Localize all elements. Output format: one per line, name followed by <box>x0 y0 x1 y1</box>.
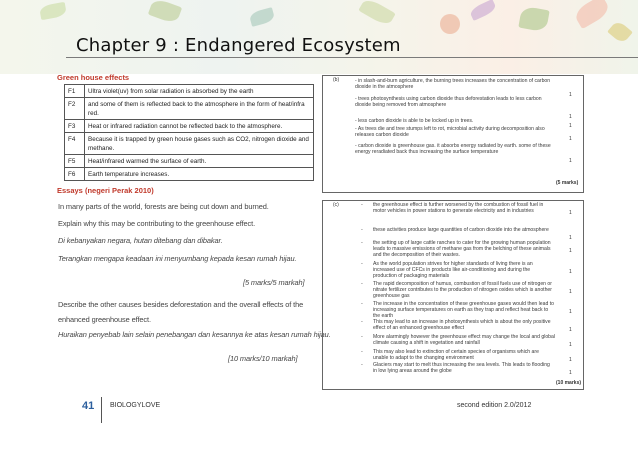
effect-code: F3 <box>65 120 85 133</box>
effect-code: F1 <box>65 85 85 98</box>
answer-b-mark: 1 <box>569 123 572 129</box>
answer-c-dash: - <box>361 281 363 287</box>
question-a-marks: [5 marks/5 markah] <box>243 278 305 287</box>
answer-c-point: these activities produce large quantities of carbon dioxide into the atmosphere <box>373 227 549 233</box>
effects-table <box>64 84 314 181</box>
answer-b-point: - trees photosynthesis using carbon dioxide thus deforestation leads to less carbon dioxide being removed from atmosphere <box>355 96 542 109</box>
leaf-decoration <box>39 2 67 20</box>
answer-b-point: - As trees die and tree stumps left to rot, microbial activity during decomposition also releases carbon dioxide <box>355 126 545 139</box>
title-divider <box>66 57 638 58</box>
answer-c-total: (10 marks) <box>556 380 582 386</box>
answer-c-dash: - <box>361 301 363 307</box>
leaf-decoration <box>148 0 182 25</box>
effect-code: F4 <box>65 133 85 155</box>
leaf-decoration <box>518 6 549 33</box>
answer-b-mark: 1 <box>569 92 572 98</box>
question-b-line3: Huraikan penyebab lain selain penebangan dan kesannya ke atas kesan rumah hijau. <box>58 330 331 339</box>
effects-row <box>65 168 314 181</box>
answer-c-mark: 1 <box>569 248 572 254</box>
answer-b-point: - in slash-and-burn agriculture, the burning trees increases the concentration of carbon dioxide in the atmosphere <box>355 78 551 91</box>
effects-row <box>65 133 314 155</box>
answer-c-point: As the world population strives for higher standards of living there is an increased use of CFCs in products like air-conditioning and during the production of packaging materials <box>373 261 533 280</box>
question-a-line2: Explain why this may be contributing to the greenhouse effect. <box>58 219 256 228</box>
answer-c-mark: 1 <box>569 357 572 363</box>
leaf-decoration <box>469 0 498 21</box>
answer-c-dash: - <box>361 227 363 233</box>
green-house-label: Green house effects <box>57 73 130 82</box>
answer-c-dash: - <box>361 362 363 368</box>
answer-b-point: - less carbon dioxide is able to be locked up in trees. <box>355 118 474 124</box>
effects-row <box>65 155 314 168</box>
chapter-title: Chapter 9 : Endangered Ecosystem <box>76 35 401 56</box>
answer-c-point: This may lead to an increase in photosynthesis which is about the only positive effect of an enhanced greenhouse effect <box>373 319 551 332</box>
leaf-decoration <box>572 0 611 29</box>
question-a-line3: Di kebanyakan negara, hutan ditebang dan dibakar. <box>58 236 223 245</box>
leaf-decoration <box>607 19 633 44</box>
answer-c-point: the setting up of large cattle ranches to cater for the growing human population leads to massive emissions of methane gas from the belching of these animals and the decomposition of their wastes. <box>373 240 551 259</box>
leaf-decoration <box>358 0 395 27</box>
question-b-marks: [10 marks/10 markah] <box>228 354 298 363</box>
answer-c-dash: - <box>361 240 363 246</box>
effect-code: F2 <box>65 98 85 120</box>
leaf-decoration <box>249 7 276 27</box>
effect-text: Heat or infrared radiation cannot be reflected back to the atmosphere. <box>85 120 314 133</box>
effects-row <box>65 98 314 120</box>
answer-c-mark: 1 <box>569 309 572 315</box>
answer-c-point: More alarmingly however the greenhouse effect may change the local and global climate causing a shift in vegetation and rainfall <box>373 334 555 347</box>
effect-text: and some of them is reflected back to the atmosphere in the form of heat/infra red. <box>85 98 314 120</box>
answer-c-mark: 1 <box>569 327 572 333</box>
effects-row <box>65 85 314 98</box>
footer-edition: second edition 2.0/2012 <box>457 402 532 409</box>
effect-text: Earth temperature increases. <box>85 168 314 181</box>
leaf-decoration <box>440 14 460 34</box>
answer-b-mark: 1 <box>569 158 572 164</box>
question-b-line1: Describe the other causes besides deforestation and the overall effects of the <box>58 300 304 309</box>
effect-text: Heat/infrared warmed the surface of earth. <box>85 155 314 168</box>
answer-c-dash: - <box>361 349 363 355</box>
answer-b-mark: 1 <box>569 114 572 120</box>
effect-code: F6 <box>65 168 85 181</box>
answer-c-mark: 1 <box>569 342 572 348</box>
answer-c-point: The increase in the concentration of these greenhouse gases would then lead to increasing surface temperatures on earth as they trap and reflect heat back to the earth <box>373 301 554 319</box>
answer-c-dash: - <box>361 202 363 208</box>
answer-b-label: (b) <box>333 77 340 83</box>
answer-c-mark: 1 <box>569 289 572 295</box>
footer-divider <box>101 397 102 423</box>
answer-c-point: Glaciers may start to melt thus increasing the sea levels. This leads to flooding in low lying areas around the globe <box>373 362 550 375</box>
answer-b-mark: 1 <box>569 136 572 142</box>
answer-c-label: (c) <box>333 202 339 208</box>
answer-c-mark: 1 <box>569 370 572 376</box>
answer-b-total: (5 marks) <box>556 180 579 186</box>
effects-row <box>65 120 314 133</box>
effect-code: F5 <box>65 155 85 168</box>
effect-text: Because it is trapped by green house gases such as CO2, nitrogen dioxide and methane. <box>85 133 314 155</box>
answer-c-point: This may also lead to extinction of certain species of organisms which are unable to adapt to the changing environment <box>373 349 539 362</box>
answer-c-point: the greenhouse effect is further worsened by the combustion of fossil fuel in motor vehicles in power stations to generate electricity and in industries <box>373 202 544 215</box>
footer-brand: BIOLOGYLOVE <box>110 402 161 409</box>
question-b-line2: enhanced greenhouse effect. <box>58 315 151 324</box>
answer-c-dash: - <box>361 334 363 340</box>
answer-c-dash: - <box>361 261 363 267</box>
page-number: 41 <box>82 400 95 412</box>
answer-c-mark: 1 <box>569 269 572 275</box>
answer-c-dash: - <box>361 319 363 325</box>
essays-label: Essays (negeri Perak 2010) <box>57 186 154 195</box>
answer-c-mark: 1 <box>569 210 572 216</box>
answer-c-point: The rapid decomposition of humus, combustion of fossil fuels use of nitrogen or nitrate fertilizer contributes to the production of nitrogen oxides which is another greenhouse gas <box>373 281 552 300</box>
answer-b-point: - carbon dioxide is greenhouse gas. it absorbs energy radiated by earth. some of these energy reradiated back thus increasing the surface temperature <box>355 143 551 156</box>
question-a-line4: Terangkan mengapa keadaan ini menyumbang kepada kesan rumah hijau. <box>58 254 297 263</box>
answer-c-mark: 1 <box>569 235 572 241</box>
question-a-line1: In many parts of the world, forests are being cut down and burned. <box>58 202 269 211</box>
effect-text: Ultra violet(uv) from solar radiation is absorbed by the earth <box>85 85 314 98</box>
